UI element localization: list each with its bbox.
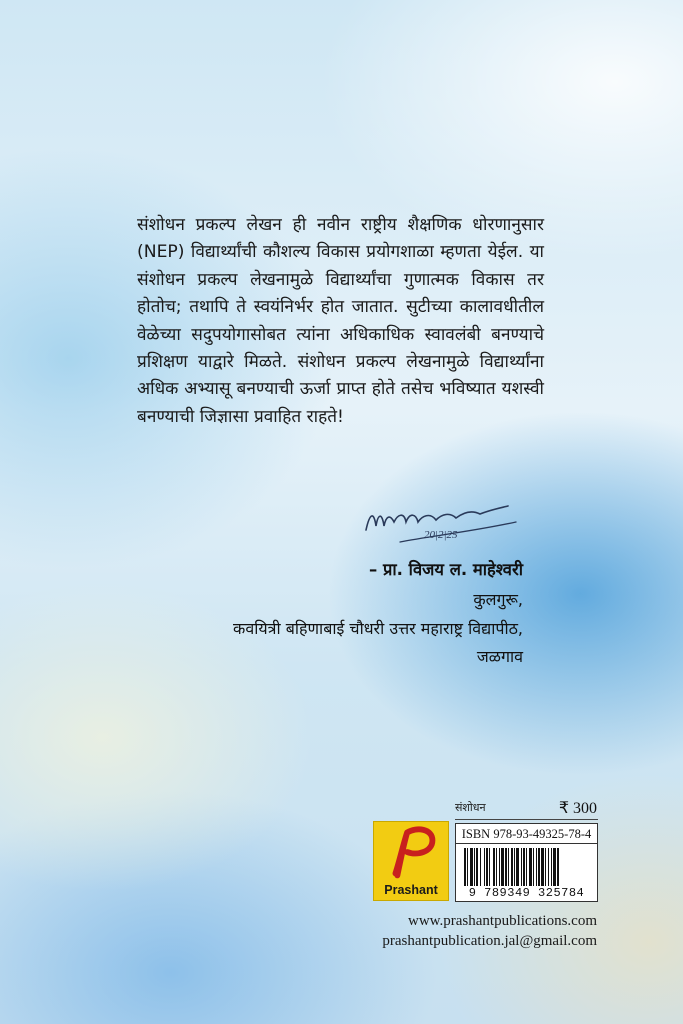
publisher-logo (373, 821, 449, 901)
price-divider (455, 819, 598, 820)
barcode-bar (486, 848, 488, 886)
author-city: जळगाव (476, 647, 523, 666)
barcode-bar (467, 848, 468, 886)
barcode-bar (505, 848, 507, 886)
barcode-bar (553, 848, 556, 886)
barcode-bar (533, 848, 534, 886)
barcode-bar (541, 848, 544, 886)
logo-p-icon (374, 822, 448, 882)
barcode-bar (536, 848, 537, 886)
barcode-bars (464, 848, 591, 886)
barcode-bar (511, 848, 513, 886)
barcode-bar (529, 848, 532, 886)
signature-image (360, 492, 520, 550)
author-name: – प्रा. विजय ल. माहेश्वरी (369, 560, 523, 579)
barcode-bar (474, 848, 475, 886)
barcode-bar (551, 848, 552, 886)
barcode-bar (514, 848, 515, 886)
barcode-bar (501, 848, 504, 886)
barcode-bar (493, 848, 495, 886)
author-university: कवयित्री बहिणाबाई चौधरी उत्तर महाराष्ट्र विद्यापीठ, (233, 619, 523, 638)
barcode-bar (538, 848, 540, 886)
barcode-bar (489, 848, 490, 886)
barcode-bar (476, 848, 478, 886)
barcode-bar (523, 848, 525, 886)
barcode-bar (521, 848, 522, 886)
barcode-bar (464, 848, 466, 886)
book-category: संशोधन (455, 801, 486, 814)
barcode-bar (508, 848, 509, 886)
logo-label: Prashant (384, 883, 438, 897)
barcode-bar (557, 848, 559, 886)
author-title: कुलगुरू, (473, 590, 523, 609)
barcode-bar (516, 848, 519, 886)
book-price: ₹ 300 (558, 800, 597, 817)
barcode-bar (470, 848, 473, 886)
barcode-bar (484, 848, 485, 886)
barcode-bar (496, 848, 497, 886)
barcode-bar (526, 848, 527, 886)
barcode-bar (480, 848, 481, 886)
signature-date: 20|2|25 (424, 529, 458, 541)
email-link[interactable]: prashantpublication.jal@gmail.com (382, 933, 597, 949)
barcode-digits: 9 789349 325784 (468, 886, 585, 900)
isbn-barcode (455, 823, 598, 902)
barcode-bar (499, 848, 500, 886)
isbn-number: ISBN 978-93-49325-78-4 (456, 825, 597, 844)
blurb-text: संशोधन प्रकल्प लेखन ही नवीन राष्ट्रीय शैक्षणिक धोरणानुसार (NEP) विद्यार्थ्यांची कौशल्य विकास प्रयोगशाळा म्हणता येईल. या संशोधन प्रकल्प लेखनामुळे विद्यार्थ्यांचा गुणात्मक विकास तर होतोच; तथापि ते स्वयंनिर्भर होत जातात. सुटीच्या कालावधीतील वेळेच्या सदुपयोगासोबत त्यांना अधिकाधिक स्वावलंबी बनण्याचे प्रशिक्षण याद्वारे मिळते. संशोधन प्रकल्प लेखनामुळे विद्यार्थ्यांना अधिक अभ्यासू बनण्याची ऊर्जा प्राप्त होते तसेच भविष्यात यशस्वी बनण्याची जिज्ञासा प्रवाहित राहते! (137, 215, 544, 427)
barcode-bar (548, 848, 549, 886)
blurb-paragraph (137, 212, 544, 431)
website-link[interactable]: www.prashantpublications.com (408, 913, 597, 929)
barcode-bar (545, 848, 546, 886)
